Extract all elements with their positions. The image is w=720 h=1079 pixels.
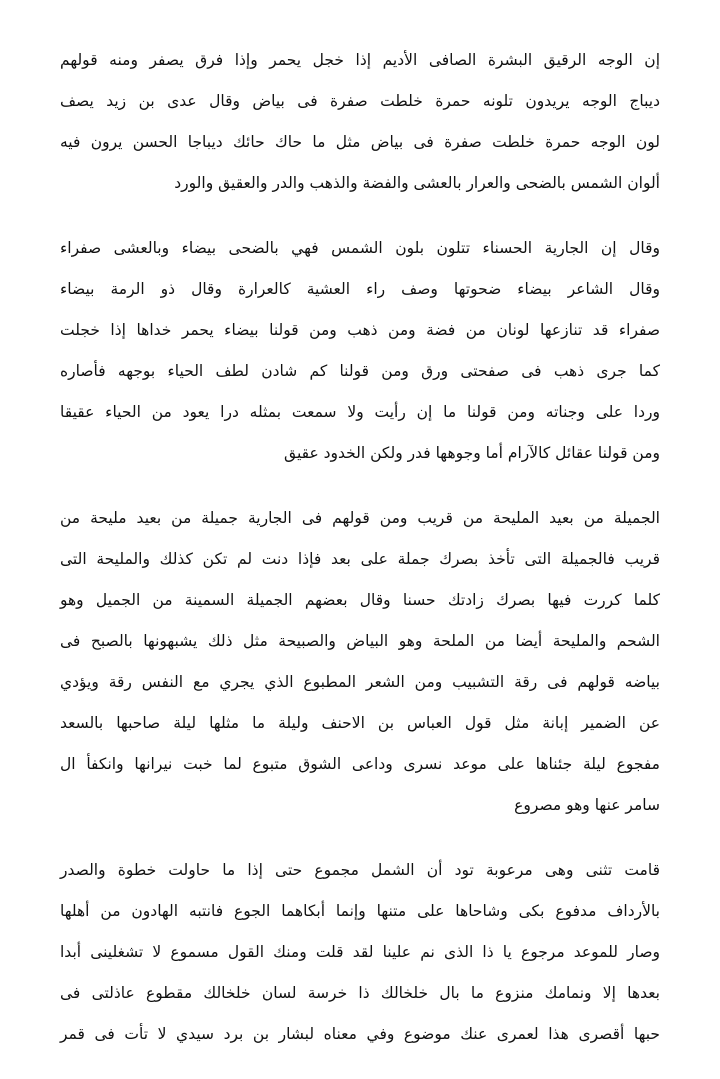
paragraph-2	[60, 228, 660, 474]
text-line: ديباج الوجه يريدون تلونه حمرة خلطت صفرة فى بياض وقال عدى بن زيد يصف	[60, 92, 660, 110]
text-line: وردا على وجناته ومن قولنا ما إن رأيت ولا سمعت بمثله درا يعود من الحياء عقيقا	[60, 403, 660, 421]
text-line: حبها أقصرى هذا لعمرى عنك موضوع وفي معناه لبشار بن برد سيدي لا تأت فى قمر	[60, 1025, 660, 1043]
paragraph-4	[60, 850, 660, 1055]
text-line: وقال الشاعر بيضاء ضحوتها وصف راء العشية كالعرارة وقال ذو الرمة بيضاء	[60, 280, 660, 298]
text-line: الشحم والمليحة أيضا من الملحة وهو البياض والصبيحة مثل ذلك يشبهونها بالصبح فى	[60, 632, 660, 650]
text-line: لون الوجه حمرة خلطت صفرة فى بياض مثل ما حاك حائك ديباجا الحسن يرون فيه	[60, 133, 660, 151]
document-page	[60, 40, 660, 1079]
text-line: ومن قولنا عقائل كالآرام أما وجوهها فدر ولكن الخدود عقيق	[284, 444, 660, 462]
text-line: وصار للموعد مرجوع يا ذا الذى نم علينا لقد قلت ومنك القول مسموع لا تشغلينى أبدا	[60, 943, 660, 961]
paragraph-1	[60, 40, 660, 204]
text-line: مفجوع ليلة جئناها على موعد نسرى وداعى الشوق متبوع لما خبت نيرانها وانكفأ ال	[60, 755, 660, 773]
text-line: عن الضمير إبانة مثل قول العباس بن الاحنف وليلة ما مثلها ليلة صاحبها بالسعد	[60, 714, 660, 732]
text-line: الجميلة من بعيد المليحة من قريب ومن قولهم فى الجارية جميلة من بعيد مليحة من	[60, 509, 660, 527]
text-line: بالأرداف مدفوع بكى وشاحاها على متنها وإنما أبكاهما الجوع فانتبه الهادون من أهلها	[60, 902, 660, 920]
text-line: بعدها إلا ونمامك منزوع ما بال خلخالك ذا خرسة لسان خلخالك مقطوع عاذلتى فى	[60, 984, 660, 1002]
text-line: كما جرى ذهب فى صفحتى ورق ومن قولنا كم شادن لطف الحياء بوجهه فأصاره	[60, 362, 660, 380]
paragraph-3	[60, 498, 660, 826]
text-line: سامر عنها وهو مصروع	[514, 796, 660, 814]
text-line: وقال إن الجارية الحسناء تتلون بلون الشمس فهي بالضحى بيضاء وبالعشى صفراء	[60, 239, 660, 257]
text-line: قامت تثنى وهى مرعوبة تود أن الشمل مجموع حتى إذا ما حاولت خطوة والصدر	[60, 861, 660, 879]
text-line: قريب فالجميلة التى تأخذ بصرك جملة على بعد فإذا دنت لم تكن كذلك والمليحة التى	[60, 550, 660, 568]
text-line: إن الوجه الرقيق البشرة الصافى الأديم إذا خجل يحمر وإذا فرق يصفر ومنه قولهم	[60, 51, 660, 69]
text-line: كلما كررت فيها بصرك زادتك حسنا وقال بعضهم الجميلة السمينة من الجميل وهو	[60, 591, 660, 609]
text-line: ألوان الشمس بالضحى والعرار بالعشى والفضة والذهب والدر والعقيق والورد	[174, 174, 660, 192]
text-line: صفراء قد تنازعها لونان من فضة ومن ذهب ومن قولنا بيضاء يحمر خداها إذا خجلت	[60, 321, 660, 339]
text-line: بياضه قولهم فى رقة التشبيب ومن الشعر المطبوع الذي يجري مع النفس رقة ويؤدي	[60, 673, 660, 691]
